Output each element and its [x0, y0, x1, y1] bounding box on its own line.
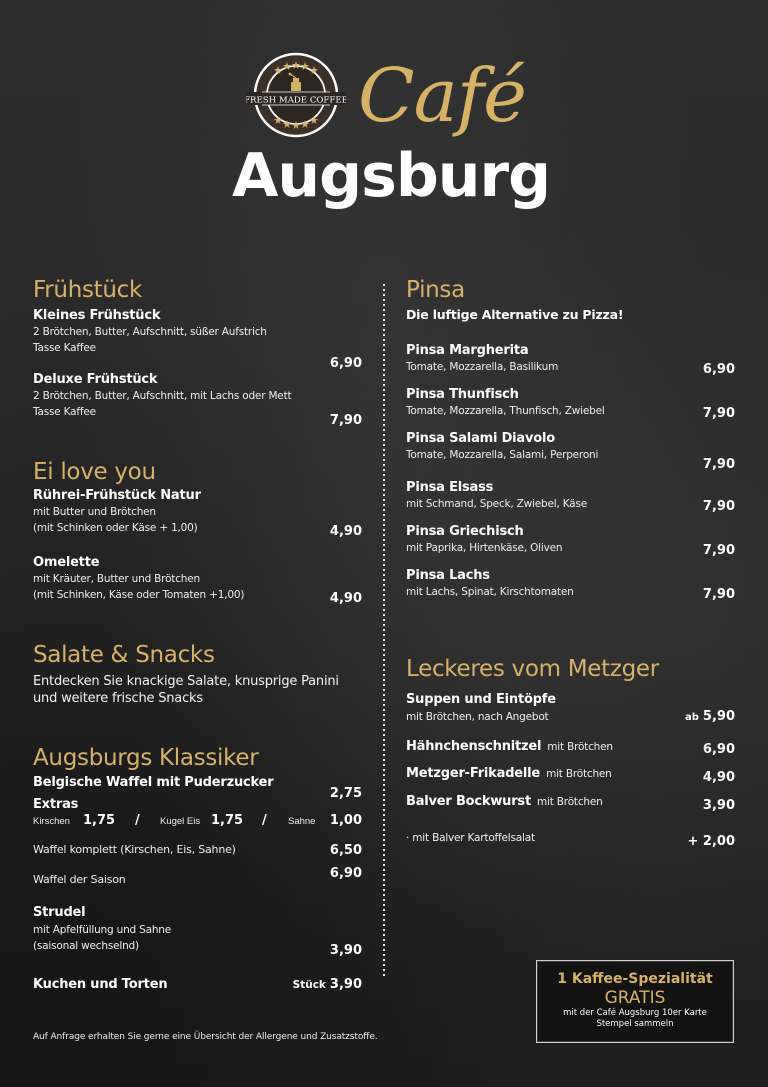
extras-title: Extras	[33, 797, 79, 812]
price-unit: Stück	[292, 979, 326, 991]
item-desc: mit Brötchen	[537, 796, 603, 808]
item-price: 7,90	[702, 587, 735, 602]
section-title-salate: Salate & Snacks	[33, 642, 215, 668]
item-name: Strudel	[33, 905, 86, 920]
item-name	[406, 739, 613, 755]
extras-label: Kugel Eis	[160, 816, 201, 827]
section-title-pinsa: Pinsa	[406, 277, 465, 303]
section-title-ei: Ei love you	[33, 459, 156, 485]
item-name: Pinsa Lachs	[406, 568, 490, 583]
item-name-text: Metzger-Frikadelle	[406, 766, 541, 781]
item-desc: (mit Schinken oder Käse + 1,00)	[33, 522, 198, 534]
item-name: Kleines Frühstück	[33, 308, 161, 323]
column-divider	[383, 284, 385, 978]
item-desc: mit Brötchen	[547, 741, 613, 753]
item-name: Rührei-Frühstück Natur	[33, 488, 201, 503]
item-price: 4,90	[329, 591, 362, 606]
item-desc: mit Kräuter, Butter und Brötchen	[33, 573, 200, 585]
section-title-metzger: Leckeres vom Metzger	[406, 656, 659, 682]
price-value: 3,90	[329, 977, 362, 992]
item-price: 6,90	[329, 356, 362, 371]
item-name: Waffel der Saison	[33, 873, 126, 886]
item-price: 4,90	[329, 524, 362, 539]
item-desc: 2 Brötchen, Butter, Aufschnitt, süßer Aufstrich	[33, 326, 267, 338]
item-price: 6,50	[329, 843, 362, 858]
item-price: 3,90	[329, 943, 362, 958]
item-desc: mit Butter und Brötchen	[33, 506, 156, 518]
item-price	[685, 709, 735, 726]
item-price: 2,75	[329, 786, 362, 801]
item-name: Pinsa Thunfisch	[406, 387, 519, 402]
item-desc: Tomate, Mozzarella, Basilikum	[406, 361, 559, 373]
item-name: Belgische Waffel mit Puderzucker	[33, 775, 274, 790]
section-subtitle: Die luftige Alternative zu Pizza!	[406, 307, 624, 322]
item-name: Kuchen und Torten	[33, 977, 168, 992]
section-intro: Entdecken Sie knackige Salate, knusprige Panini	[33, 674, 339, 689]
item-name: Pinsa Elsass	[406, 480, 494, 495]
price-value: 5,90	[702, 709, 735, 724]
item-desc: Tasse Kaffee	[33, 342, 96, 354]
promo-note: mit der Café Augsburg 10er Karte	[563, 1008, 707, 1018]
item-name: Pinsa Griechisch	[406, 524, 524, 539]
item-name: Deluxe Frühstück	[33, 372, 158, 387]
item-name: Pinsa Salami Diavolo	[406, 431, 555, 446]
extras-price: 1,75	[83, 813, 116, 828]
promo-gratis: GRATIS	[604, 988, 666, 1008]
section-intro: und weitere frische Snacks	[33, 691, 203, 706]
item-desc: Tasse Kaffee	[33, 406, 96, 418]
item-name: Waffel komplett (Kirschen, Eis, Sahne)	[33, 843, 236, 856]
item-desc: mit Schmand, Speck, Zwiebel, Käse	[406, 498, 588, 510]
svg-text:FRESH MADE COFFEE: FRESH MADE COFFEE	[246, 95, 346, 106]
promo-box	[536, 960, 734, 1043]
allergen-footnote: Auf Anfrage erhalten Sie gerne eine Übersicht der Allergene und Zusatzstoffe.	[33, 1032, 378, 1042]
extras-label: Sahne	[288, 816, 316, 827]
item-name-text: Balver Bockwurst	[406, 794, 531, 809]
item-price: 4,90	[702, 770, 735, 785]
price-prefix: ab	[685, 712, 699, 723]
augsburg-title: Augsburg	[232, 141, 551, 211]
item-price: 7,90	[702, 499, 735, 514]
item-price: 7,90	[702, 543, 735, 558]
item-desc: (saisonal wechselnd)	[33, 940, 139, 952]
promo-headline: 1 Kaffee-Spezialität	[557, 971, 713, 987]
item-desc: Tomate, Mozzarella, Salami, Perperoni	[406, 449, 599, 461]
extras-price: 1,75	[211, 813, 244, 828]
promo-note: Stempel sammeln	[596, 1019, 674, 1029]
item-name-text: Hähnchenschnitzel	[406, 739, 542, 754]
fresh-made-coffee-logo	[246, 52, 346, 138]
item-price: 6,90	[702, 742, 735, 757]
extras-row	[33, 813, 363, 831]
addon-desc: · mit Balver Kartoffelsalat	[406, 832, 535, 844]
item-price: 6,90	[702, 362, 735, 377]
coffee-grinder-badge-icon	[246, 52, 346, 138]
item-price: 7,90	[329, 413, 362, 428]
item-name: Omelette	[33, 555, 100, 570]
addon-price: + 2,00	[687, 834, 735, 849]
item-name	[406, 794, 603, 810]
extras-label: Kirschen	[33, 816, 70, 827]
extras-price: 1,00	[329, 813, 362, 828]
item-desc: mit Apfelfüllung und Sahne	[33, 924, 172, 936]
item-desc: mit Brötchen	[546, 768, 612, 780]
item-desc: 2 Brötchen, Butter, Aufschnitt, mit Lachs oder Mett	[33, 390, 292, 402]
section-title-fruehstueck: Frühstück	[33, 277, 143, 303]
item-desc: (mit Schinken, Käse oder Tomaten +1,00)	[33, 589, 245, 601]
item-name: Suppen und Eintöpfe	[406, 692, 556, 707]
item-desc: mit Paprika, Hirtenkäse, Oliven	[406, 542, 563, 554]
extras-separator: /	[135, 813, 140, 828]
item-desc: Tomate, Mozzarella, Thunfisch, Zwiebel	[406, 405, 605, 417]
item-name	[406, 766, 612, 782]
item-desc: mit Brötchen, nach Angebot	[406, 711, 549, 723]
item-desc: mit Lachs, Spinat, Kirschtomaten	[406, 586, 574, 598]
extras-separator: /	[262, 813, 267, 828]
section-title-klassiker: Augsburgs Klassiker	[33, 745, 259, 771]
item-price: 3,90	[702, 798, 735, 813]
item-price: 7,90	[702, 406, 735, 421]
item-price	[293, 977, 362, 993]
item-price: 6,90	[329, 866, 362, 881]
item-name: Pinsa Margherita	[406, 343, 529, 358]
item-price: 7,90	[702, 457, 735, 472]
cafe-script-title: Café	[358, 53, 526, 139]
